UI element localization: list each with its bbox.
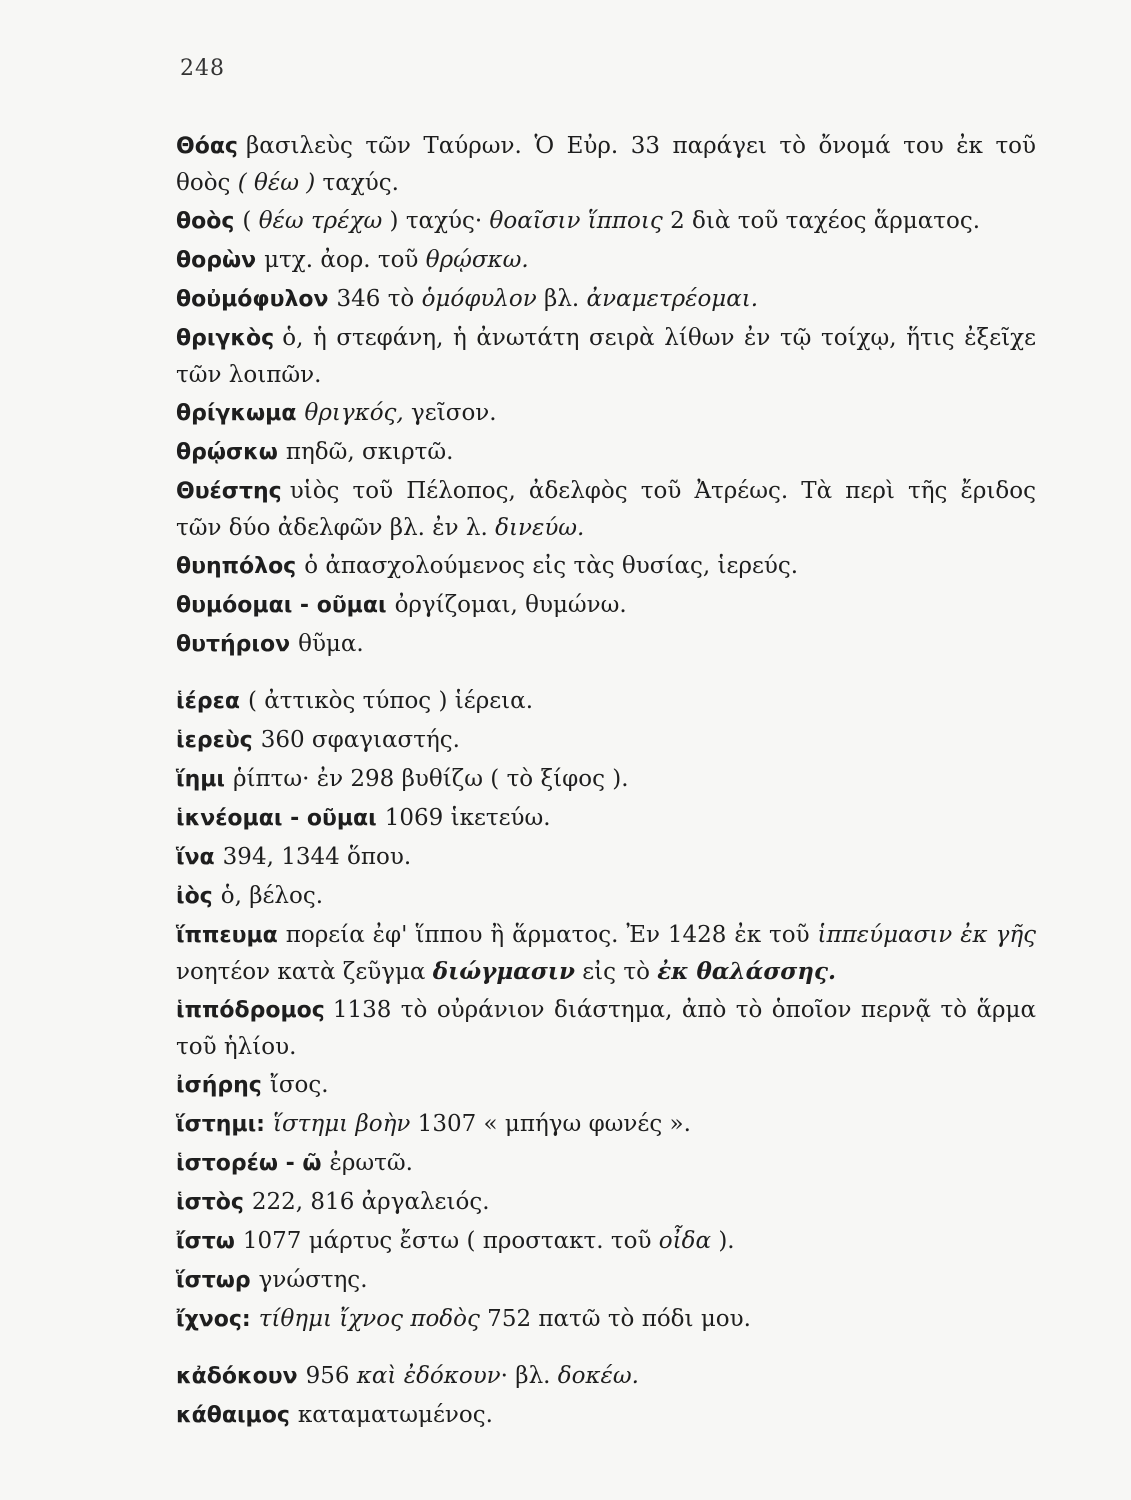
entry-text: ).	[711, 1228, 735, 1254]
entry-text: ὁ, βέλος.	[220, 883, 324, 909]
dictionary-entry	[176, 128, 1036, 201]
entry-italic-text: ὁμόφυλον	[421, 286, 537, 312]
entry-headword: θρῴσκω	[176, 440, 278, 465]
entry-text: 752 πατῶ τὸ πόδι μου.	[479, 1306, 751, 1332]
dictionary-entry	[176, 1184, 1036, 1221]
entry-text: 1077 μάρτυς ἔστω ( προστακτ. τοῦ	[242, 1228, 659, 1254]
entry-text: ῥίπτω· ἐν 298 βυθίζω ( τὸ ξίφος ).	[233, 766, 629, 792]
entry-text: γεῖσον.	[403, 400, 497, 426]
entry-italic-text: θοαῖσιν ἵπποις	[489, 208, 663, 234]
entry-italic-text: ἵστημι βοὴν	[272, 1111, 411, 1137]
dictionary-entry	[176, 281, 1036, 318]
entry-headword: ἱππόδρομος	[176, 998, 325, 1023]
entry-headword: θριγκὸς	[176, 326, 275, 351]
entry-text: ὁ, ἡ στεφάνη, ἡ ἀνωτάτη σειρὰ λίθων ἐν τῷ τοίχῳ, ἥτις ἐξεῖχε τῶν λοιπῶν.	[176, 325, 1036, 388]
entry-italic-text: δοκέω.	[557, 1363, 639, 1389]
entry-text: ὀργίζομαι, θυμώνω.	[394, 592, 627, 618]
entry-text: · βλ.	[500, 1363, 558, 1389]
entry-headword: ἵππευμα	[176, 923, 278, 948]
entry-text: ὁ ἀπασχολούμενος εἰς τὰς θυσίας, ἱερεύς.	[304, 553, 799, 579]
entry-text: 360 σφαγιαστής.	[260, 727, 460, 753]
entry-headword: θοὐμόφυλον	[176, 287, 329, 312]
entry-headword: ἰσήρης	[176, 1073, 262, 1098]
dictionary-entry	[176, 1145, 1036, 1182]
entry-italic-text: ἱππεύμασιν ἐκ γῆς	[817, 922, 1036, 948]
entry-text: υἱὸς τοῦ Πέλοπος, ἀδελφὸς τοῦ Ἀτρέως. Τὰ περὶ τῆς ἔριδος τῶν δύο ἀδελφῶν βλ. ἐν λ.	[176, 478, 1036, 541]
entry-headword: ἴστω	[176, 1229, 235, 1254]
entry-headword: ἱερεὺς	[176, 728, 253, 753]
entry-headword: θρίγκωμα	[176, 401, 297, 426]
dictionary-entry	[176, 203, 1036, 240]
dictionary-entry	[176, 242, 1036, 279]
dictionary-entry	[176, 320, 1036, 393]
dictionary-entry	[176, 1106, 1036, 1143]
entry-headword: θορὼν	[176, 248, 257, 273]
entry-italic-text: δινεύω.	[495, 515, 585, 541]
dictionary-entries	[176, 128, 1036, 1436]
entry-text: ( ἀττικὸς τύπος ) ἱέρεια.	[247, 688, 534, 714]
entry-text: ἐρωτῶ.	[329, 1150, 413, 1176]
entry-text: καταματωμένος.	[297, 1402, 493, 1428]
entry-headword: ἵνα	[176, 845, 215, 870]
dictionary-entry	[176, 434, 1036, 471]
page-number: 248	[180, 56, 225, 81]
dictionary-entry	[176, 1262, 1036, 1299]
entry-text: 1307 « μπήγω φωνές ».	[410, 1111, 691, 1137]
entry-italic-text: θέω τρέχω	[258, 208, 383, 234]
dictionary-entry	[176, 722, 1036, 759]
dictionary-entry	[176, 917, 1036, 990]
entry-text: εἰς τὸ	[574, 959, 658, 985]
entry-headword: θυτήριον	[176, 632, 291, 657]
entry-italic-text: ( θέω )	[237, 170, 316, 196]
dictionary-entry	[176, 395, 1036, 432]
entry-text: μτχ. ἀορ. τοῦ	[264, 247, 426, 273]
dictionary-entry	[176, 800, 1036, 837]
entry-headword: θοὸς	[176, 209, 235, 234]
entry-headword: ἵημι	[176, 767, 225, 792]
entry-text: 346 τὸ	[336, 286, 422, 312]
entry-italic-text: τίθημι ἴχνος ποδὸς	[258, 1306, 480, 1332]
entry-text: 956	[305, 1363, 357, 1389]
entry-headword: ἵστημι:	[176, 1112, 265, 1137]
dictionary-entry	[176, 1397, 1036, 1434]
entry-headword: ἰὸς	[176, 884, 213, 909]
entry-headword: ἱστὸς	[176, 1190, 244, 1215]
dictionary-entry	[176, 878, 1036, 915]
entry-headword: ἵστωρ	[176, 1268, 251, 1293]
entry-text: ἴσος.	[269, 1072, 329, 1098]
entry-text: ) ταχύς·	[382, 208, 490, 234]
entry-headword: ἱκνέομαι - οῦμαι	[176, 806, 377, 831]
entry-headword: κἀδόκουν	[176, 1364, 298, 1389]
dictionary-entry	[176, 992, 1036, 1065]
dictionary-entry	[176, 1301, 1036, 1338]
entry-headword: θυμόομαι - οῦμαι	[176, 593, 387, 618]
entry-text: 1138 τὸ οὐράνιον διάστημα, ἀπὸ τὸ ὁποῖον περνᾷ τὸ ἅρμα τοῦ ἡλίου.	[176, 997, 1036, 1060]
entry-text: θῦμα.	[298, 631, 364, 657]
dictionary-entry	[176, 1223, 1036, 1260]
entry-italic-text: θρῴσκω.	[425, 247, 529, 273]
entry-italic-text: θριγκός,	[304, 400, 404, 426]
entry-text: γνώστης.	[258, 1267, 368, 1293]
dictionary-entry	[176, 1358, 1036, 1395]
entry-text: (	[242, 208, 259, 234]
dictionary-entry	[176, 1067, 1036, 1104]
dictionary-entry	[176, 683, 1036, 720]
entry-text: βλ.	[536, 286, 587, 312]
entry-headword: κάθαιμος	[176, 1403, 290, 1428]
entry-text: 2 διὰ τοῦ ταχέος ἅρματος.	[662, 208, 981, 234]
entry-emphasis-text: ἐκ θαλάσσης.	[657, 958, 836, 985]
entry-italic-text: οἶδα	[658, 1228, 712, 1254]
entry-headword: ἱέρεα	[176, 689, 240, 714]
dictionary-entry	[176, 587, 1036, 624]
entry-text: 394, 1344 ὅπου.	[222, 844, 412, 870]
dictionary-entry	[176, 548, 1036, 585]
dictionary-entry	[176, 839, 1036, 876]
dictionary-entry	[176, 473, 1036, 546]
entry-text: πορεία ἐφ' ἵππου ἢ ἅρματος. Ἐν 1428 ἐκ τοῦ	[285, 922, 818, 948]
dictionary-entry	[176, 626, 1036, 663]
entry-headword: ἴχνος:	[176, 1307, 251, 1332]
entry-italic-text: ἀναμετρέομαι.	[586, 286, 759, 312]
entry-headword: ἱστορέω - ῶ	[176, 1151, 322, 1176]
dictionary-entry	[176, 761, 1036, 798]
entry-text: ταχύς.	[315, 170, 399, 196]
entry-text: 222, 816 ἀργαλειός.	[251, 1189, 490, 1215]
entry-text: νοητέον κατὰ ζεῦγμα	[176, 959, 433, 985]
entry-headword: Θόας	[176, 134, 238, 159]
entry-text: 1069 ἱκετεύω.	[384, 805, 551, 831]
entry-headword: θυηπόλος	[176, 554, 297, 579]
entry-text: βασιλεὺς τῶν Ταύρων. Ὁ Εὐρ. 33 παράγει τὸ ὄνομά του ἐκ τοῦ θοὸς	[176, 133, 1036, 196]
entry-text: πηδῶ, σκιρτῶ.	[285, 439, 454, 465]
entry-headword: Θυέστης	[176, 479, 282, 504]
entry-italic-text: καὶ ἐδόκουν	[356, 1363, 501, 1389]
entry-emphasis-text: διώγμασιν	[432, 958, 575, 985]
